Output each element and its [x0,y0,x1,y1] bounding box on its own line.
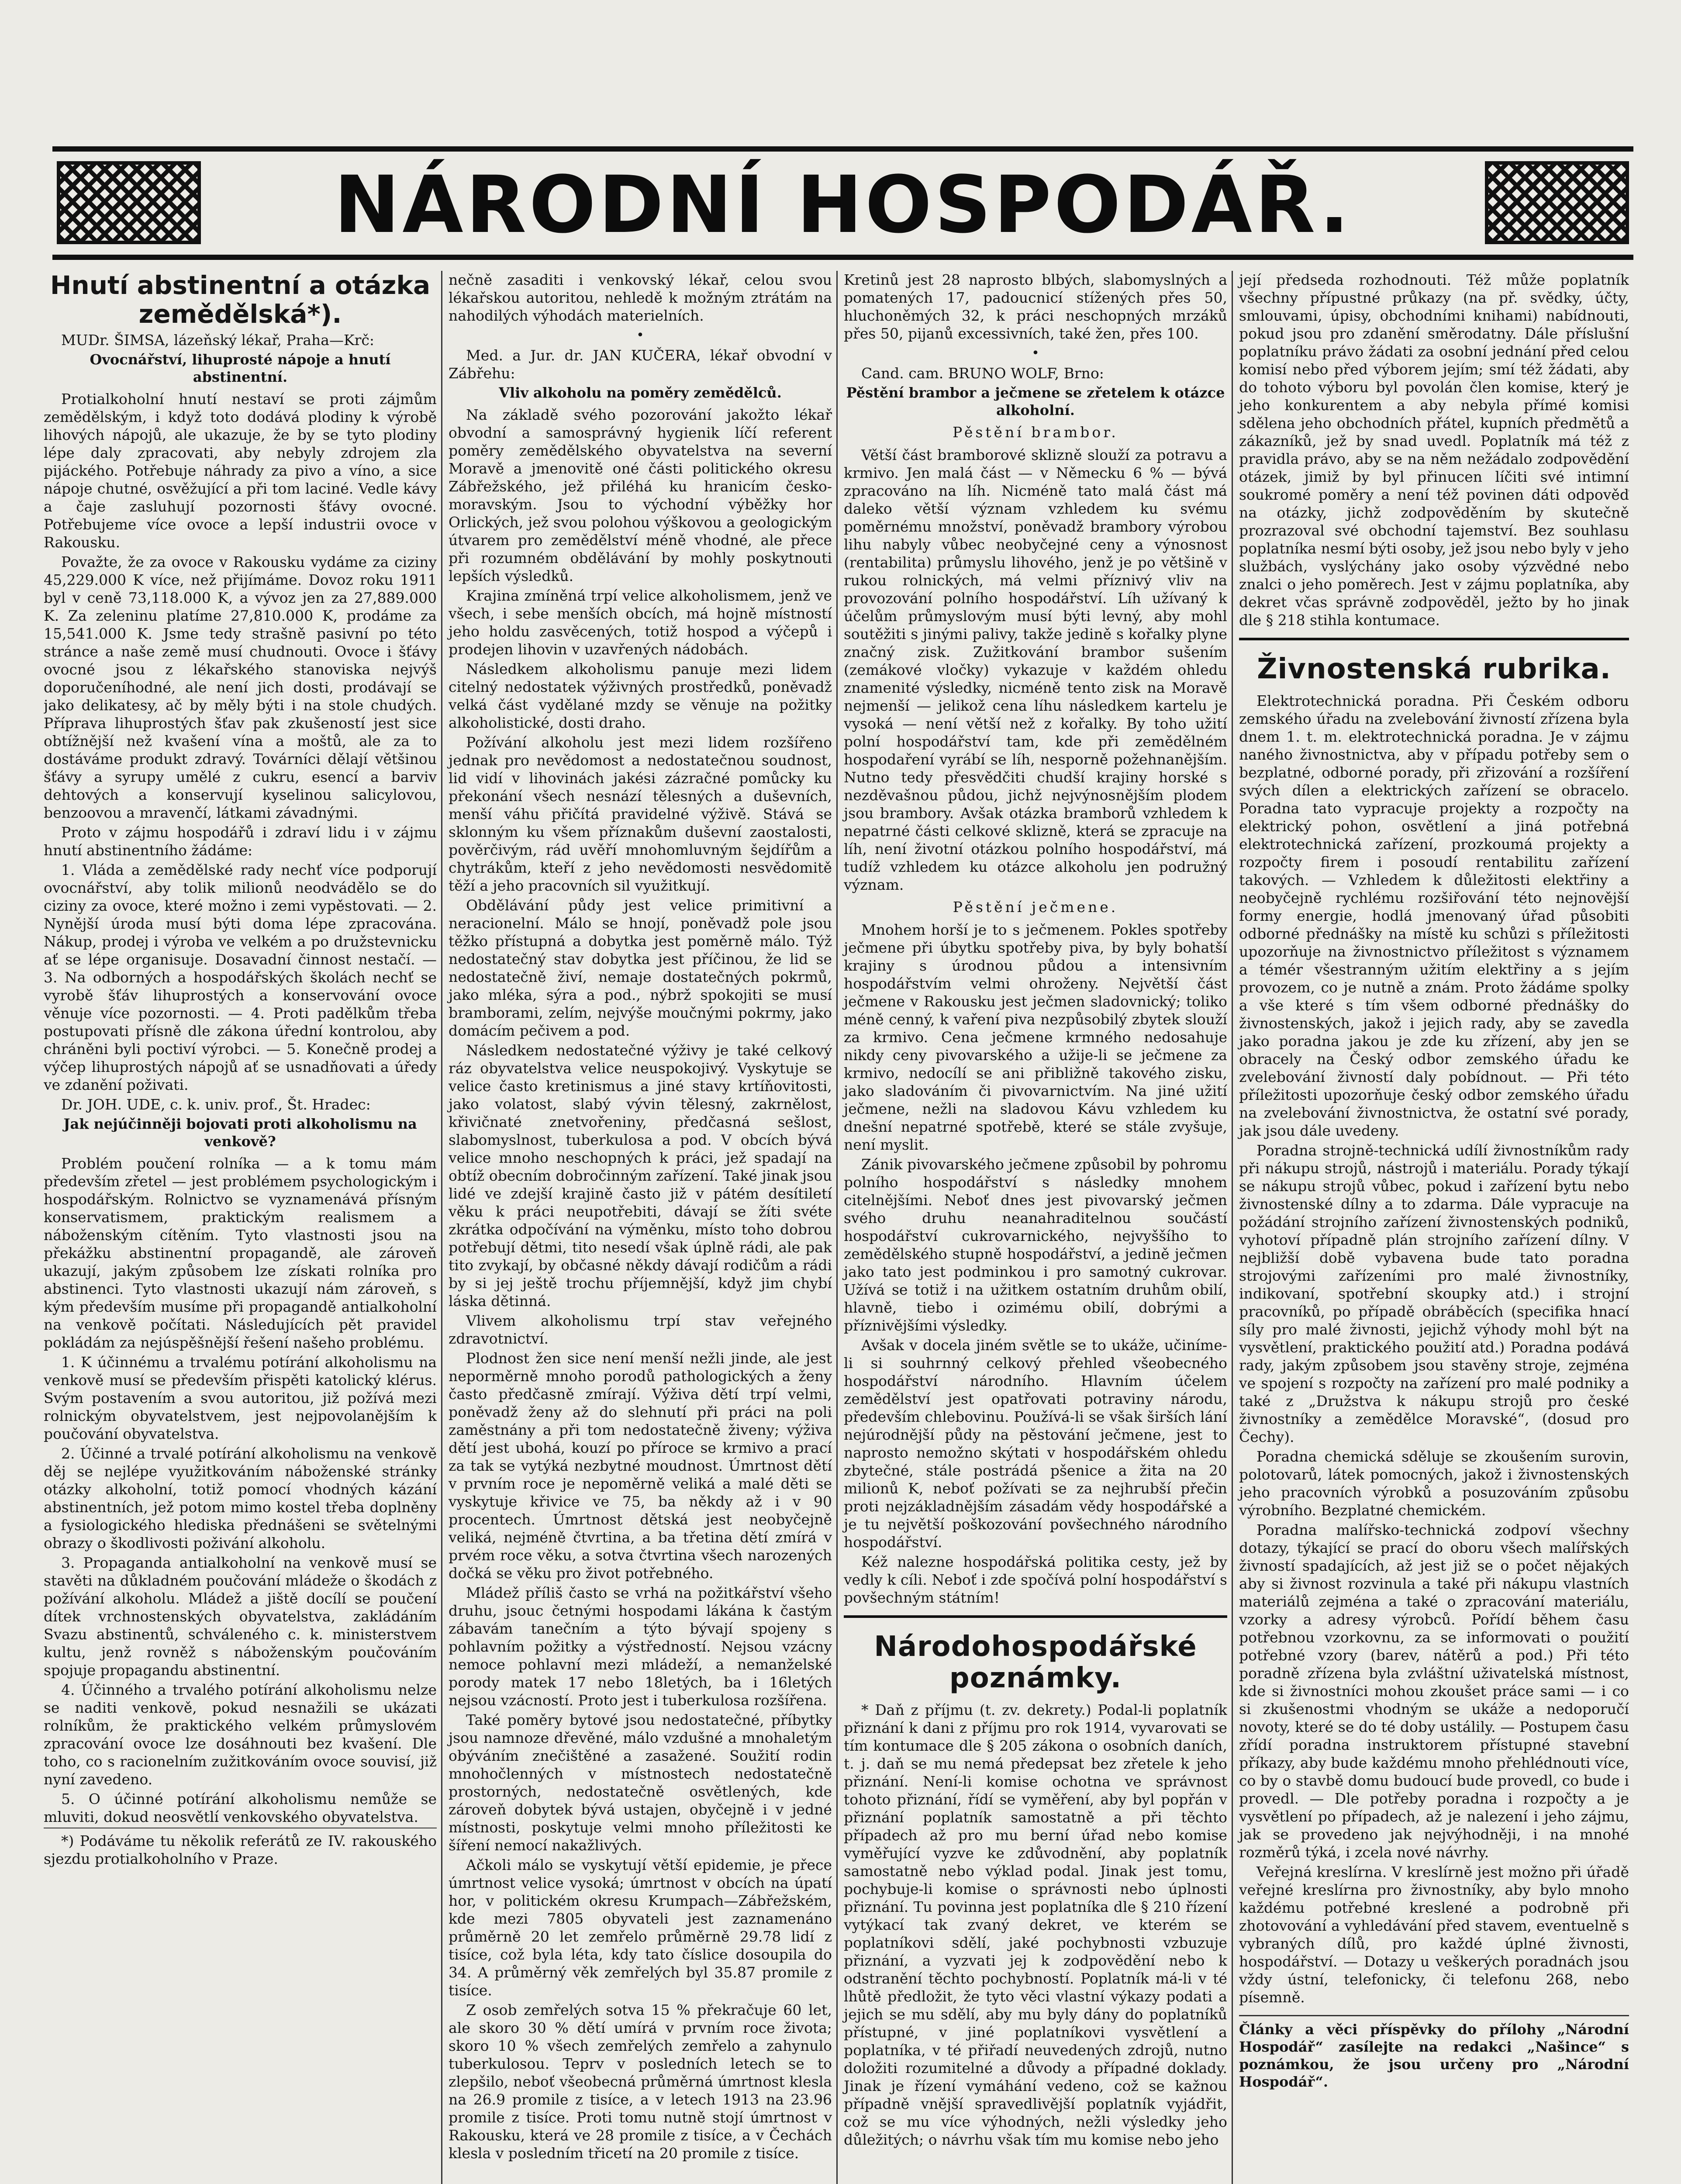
paragraph: * Daň z příjmu (t. zv. dekrety.) Podal-li poplatník přiznání k dani z příjmu pro rok 1914, vyvarovati se tím kontumace dle § 205 zákona o osobních daních, t. j. daň se mu nemá předepsat bez zřetele k jeho přiznání. Není-li komise ochotna ve správnost tohoto přiznání, řídí se vyměření, aby byl popřán v přiznání poplatník samostatně a při těchto případech až pro mu berní úřad nebo komise vyměřující vyzve ke zdůvodnění, aby poplatník samostatně nebo výklad podal. Jinak jest tomu, pochybuje-li komise o správnosti nebo úplnosti přiznání. Tu povinna jest poplatníka dle § 210 řízení vytýkací tak zvaný dekret, ve kterém se poplatníkovi sdělí, jaké pochybnosti vzbuzuje přiznání, a vyzvati jej k zodpovědění nebo k odstranění těchto pochybností. Poplatník má-li v té lhůtě předložit, že tyto věci vlastní výkazy podati a jejich se mu sdělí, aby mu byly dány do poplatníků přístupné, v jiné poplatníkovi vysvětlení a poplatníka, v té přiřadí neuvedených zdrojů, nutno doložiti rozumitelné a důvody a případné doklady. Jinak je řízení vymáhání vedeno, což se kažnou případně vnější spravedlivější poplatník vyjádřit, což se mu více výhodných, nežli výsledky jeho důležitých; o návrhu však tím mu komise nebo jeho [844,1701,1227,2148]
paragraph: Kretinů jest 28 naprosto blbých, slabomyslných a pomatených 17, padoucnicí stížených přes 50, hluchoněmých 32, k práci neschopných mrzáků přes 50, pijanů excessivních, také žen, přes 100. [844,271,1227,342]
article-author: Cand. cam. BRUNO WOLF, Brno: [861,365,1104,382]
paragraph: nečně zasaditi i venkovský lékař, celou svou lékařskou autoritou, nehledě k možným ztrátám na nahodilých výhodách materielních. [449,271,832,324]
article-author: Med. a Jur. dr. JAN KUČERA, lékař obvodní v Zábřehu: [449,347,832,382]
section-rule [844,1615,1227,1618]
article-author: Dr. JOH. UDE, c. k. univ. prof., Št. Hradec: [61,1096,371,1113]
article-subtitle: Ovocnářství, lihuprosté nápoje a hnutí abstinentní. [90,351,391,385]
column-1 [44,271,437,2184]
masthead-ornament-right [1485,161,1629,244]
paragraph: Poradna malířsko-technická zodpoví všechny dotazy, týkající se prací do oboru všech malířských živností spadajících, až jest již se o počet nějakých aby si živnost rozvinula a také při nákupu vlastních materiálů zejména a také o zpracování materiálu, vzorky a adresy výrobců. Pořídí během času potřebnou vzorkovnu, za se informovati o použití potřebné vzory (barev, nátěrů a pod.) Při této poradně zřízena byla zvláštní uživatelská místnost, kde si živnostníci mohou zkoušet práce sami — i co si zkušenostmi vhodným se ukáže a nedoporučí novoty, které se do té doby ustálily. — Postupem času zřídí poradna instruktorem přístupné stavební příkazy, aby bude každému mnoho přehlédnouti více, co by o stavbě domu budoucí bude provedl, co bude i provedl. — Dle potřeby poradna i rozpočty a je vysvětlení po případech, až je nalezení i jeho zájmu, jak se provedeno jak nejvýhodněji, i na mnohé rozměrů týká, i zcela nové návrhy. [1239,1521,1629,1861]
column-3 [836,271,1227,2184]
paragraph: Plodnost žen sice není menší nežli jinde, ale jest neporměrně mnoho porodů pathologických a ženy často předčasně zmírají. Výživa dětí trpí velmi, poněvadž ženy až do slehnutí při práci na poli zaměstnány a při tom nedostatečně živeny; výživa dětí jest ubohá, kouzí po příroce se krmivo a prací za tak se vytýká nezbytné moudnost. Úmrtnost dětí v prvním roce je nepoměrně veliká a malé děti se vyskytuje křivice ve 75, ba někdy až i v 90 procentech. Úmrtnost dětská jest neobyčejně veliká, nejméně čtvrtina, a ba třetina dětí zmírá v prvém roce věku, a sotva čtvrtina všech narozených dočká se věku pro život potřebného. [449,1350,832,1582]
article-author: MUDr. ŠIMSA, lázeňský lékař, Praha—Krč: [61,332,374,349]
paragraph: její předseda rozhodnouti. Též může poplatník všechny přípustné průkazy (na př. svědky, účty, smlouvami, úpisy, obchodními knihami) nabídnouti, pokud jsou pro zdanění směrodatny. Dále příslušní poplatníku právo žádati za osobní jednání před celou komisí nebo před výborem jejím; smí též žádati, aby do tohoto výboru byl povolán člen komise, který je jeho konkurentem a aby nebyla přímé komisi sdělena jeho obchodních přátel, kupních předmětů a zákazníků, jež by snad uvedl. Poplatník má též z pravidla právo, aby se na něm nežádalo zodpovědění otázek, jimiž by byl přinucen líčiti své intimní soukromé poměry a není též povinen dáti odpověď na otázky, jichž zodpověděním by skutečně prozrazoval své obchodní tajemství. Bez souhlasu poplatníka nesmí býti osoby, jež jsou nebo byly v jeho službách, vyslýchány jako osoby výzvědné nebo znalci o jeho poměrech. Jest v zájmu poplatníka, aby dekret včas správně zodpověděl, ježto by ho jinak dle § 218 stihla kontumace. [1239,271,1629,629]
paragraph: Poradna strojně-technická udílí živnostníkům rady při nákupu strojů, nástrojů i materiálu. Porady týkají se nákupu strojů vůbec, pokud i zařízení bytu nebo živnostenské dílny a to zdarma. Dále vypracuje na požádání strojního zařízení živnostenských podniků, vyhotoví případně plán strojního zařízení dílny. V nejbližší době vybavena bude tato poradna strojovými zařízeními pro malé živnostníky, indikovaní, spotřební skoupky atd.) i strojní pracovníků, po případě obráběcích (specifika hnací síly pro malé živnosti, jejichž výhody mohl být na vysvětlení, praktického použití atd.) Poradna podává rady, jakým způsobem jsou stavěny stroje, zejména ve spojení s rozpočty na zařízení pro malé podniky a také z „Družstva k nákupu strojů pro české živnostníky a zemědělce Moravské“, (dosud pro Čechy). [1239,1142,1629,1445]
paragraph: Obdělávání půdy jest velice primitivní a neracionelní. Málo se hnojí, poněvadž pole jsou těžko přístupná a dobytka jest poměrně málo. Týž nedostatečný stav dobytka jest příčinou, že lid se nedostatečně živí, nemaje dostatečných pokrmů, jako mléka, sýra a pod., nýbrž spokojiti se musí bramborami, zelím, nejvýše moučnými pokrmy, jako domácím pečivem a pod. [449,897,832,1039]
paragraph: Problém poučení rolníka — a k tomu mám především zřetel — jest problémem psychologickým i hospodářským. Rolnictvo se vyznamenává přísným konservatismem, praktickým realismem a náboženským cítěním. Tyto vlastnosti jsou na překážku abstinentní propagandě, ale zároveň ukazují, jakým způsobem lze získati rolníka pro abstinenci. Tyto vlastnosti ukazují nám zároveň, s kým především musíme při propagandě antialkoholní na venkově počítati. Následujících pět pravidel pokládám za nejúspěšnější řešení našeho problému. [44,1155,437,1351]
paragraph: Elektrotechnická poradna. Při Českém odboru zemského úřadu na zvelebování živností zřízena byla dnem 1. t. m. elektrotechnická poradna. Je v zájmu naného živnostnictva, aby v případu potřeby sem o bezplatné, odborné porady, při zřizování a rozšíření svých dílen a elektrických zařízení se obracelo. Poradna tato vypracuje projekty a rozpočty na elektrický pohon, osvětlení a jiná potřebná elektrotechnická zařízení, prozkoumá projekty a rozpočty firem i posoudí rentabilitu zařízení takových. — Vzhledem k důležitosti elektřiny a neobyčejně rychlému rozšiřování této nejnovější formy energie, hodlá jmenovaný úřad působiti odborné přednášky na místě ku schůzi s příležitosti upozorňuje na živnostnictvo příležitost s významem a témér všestranným užitím elektřiny a s jejím provozem, co je nutně a znám. Proto žádáme spolky a vše které s tím všem odborné přednášky do živnostenských, jakož i jejich rady, aby se zavedla jako poradna jakou je zde ku zřízení, aby jen se obracely na Český odbor zemského úřadu ke zvelebování živností daly pobídnout. — Při této příležitosti upozorňuje český odbor zemského úřadu na zvelebování živnostnictva, že ostatní své porady, jak jsou dále uvedeny. [1239,692,1629,1139]
paragraph: 1. Vláda a zemědělské rady nechť více podporují ovocnářství, aby tolik milionů neodvádělo se do ciziny za ovoce, které možno i zemi vypěstovati. — 2. Nynější úroda musí býti doma lépe zpracována. Nákup, prodej i výroba ve velkém a po družstevnicku ať se lépe organisuje. Dosavadní činnost nestačí. — 3. Na odborných a hospodářských školách nechť se vyrobě šťáv lihuprostých a konservování ovoce věnuje více pozornosti. — 4. Proti padělkům třeba postupovati přísně dle zákona úřední kontrolou, aby chráněni byli poctiví výrobci. — 5. Konečně prodej a výčep lihuprostých nápojů ať se usnadňovati a úředy ve zdanění poživati. [44,861,437,1093]
masthead [52,146,1633,260]
paragraph: 3. Propaganda antialkoholní na venkově musí se stavěti na důkladném poučování mládeže o škodách z požívání alkoholu. Mládež a jiště docílí se poučení dítek vrchnostenských obyvatelstva, zakládáním Svazu abstinentů, schváleného c. k. ministerstvem kultu, jenž rovněž s náboženským poučováním spojuje propagandu abstinentní. [44,1554,437,1679]
paragraph: Následkem alkoholismu panuje mezi lidem citelný nedostatek výživných prostředků, poněvadž velká část vydělané mzdy se věnuje na požitky alkoholistické, dosti draho. [449,660,832,731]
paragraph: Krajina zmíněná trpí velice alkoholismem, jenž ve všech, i sebe menších obcích, má hojně místností jeho holdu zasvěcených, totiž hospod a výčepů i prodejen lihovin v uzavřených nádobách. [449,587,832,658]
paragraph: Na základě svého pozorování jakožto lékař obvodní a samosprávný hygienik líčí referent poměry zemědělského obyvatelstva na severní Moravě a jmenovitě oné části politického okresu Zábřežského, jež přiléhá ku hranicím česko-moravským. Jsou to východní výběžky hor Orlických, jež svou polohou výškovou a geologickým útvarem pro zemědělství méně vhodné, ale přece při rozumném obdělávání by mohly poskytnouti lepších výsledků. [449,406,832,584]
footnote: *) Podáváme tu několik referátů ze IV. rakouského sjezdu protialkoholního v Praze. [44,1828,437,1868]
article-subtitle: Pěstění brambor a ječmene se zřetelem k otázce alkoholní. [846,384,1225,418]
article-subtitle: Jak nejúčinněji bojovati proti alkoholismu na venkově? [63,1116,417,1150]
column-2 [441,271,832,2184]
paragraph: Poradna chemická sděluje se zkoušením surovin, polotovarů, látek pomocných, jakož i živnostenských jeho pracovních výrobků a posuzováním způsobu výrobního. Bezplatné chemickém. [1239,1448,1629,1519]
paragraph: Zánik pivovarského ječmene způsobil by pohromu polního hospodářství s následky mnohem citelnějšími. Neboť dnes jest pivovarský ječmen svého druhu neanahraditelnou součástí hospodářství cukrovarnického, nejvyššího to zemědělského stupně hospodářství, a jedině ječmen jako tato jest podminkou i pro samotný cukrovar. Užívá se totiž i na užitkem ostatním druhům obilí, hlavně, tiebo i ozimému obilí, dobrými a příznivějšími výsledky. [844,1156,1227,1334]
paragraph: Mnohem horší je to s ječmenem. Pokles spotřeby ječmene při úbytku spotřeby piva, by byly bohatší krajiny s úrodnou půdou a intensivním hospodářstvím velmi ohroženy. Největší část ječmene v Rakousku jest ječmen sladovnický; toliko méně cenný, k vaření piva nezpůsobilý zbytek slouží za krmivo. Cena ječmene krmného nedosahuje nikdy ceny pivovarského a užije-li se ječmene za krmivo, nedocílí se ani přibližně takového zisku, jako sladováním či pivovarnictvím. Na jiné užití ječmene, nežli na sladovou Kávu vzhledem ku dnešní nepatrné spotřebě, které se stále zvyšuje, není myslit. [844,921,1227,1153]
masthead-ornament-left [57,161,201,244]
separator-dot: • [1032,346,1039,361]
paragraph: Mládež příliš často se vrhá na požitkářství všeho druhu, jsouc četnými hospodami lákána k častým zábavám tanečním a týto bývají spojeny s pohlavním požitky a výstředností. Nejsou vzácny nemoce pohlavní mezi mládeží, a nemanželské porody matek 17 nebo 18letých, ba i 16letých nejsou vzácností. Proto jest i tuberkulosa rozšířena. [449,1584,832,1709]
paragraph: Následkem nedostatečné výživy je také celkový ráz obyvatelstva velice neuspokojivý. Vyskytuje se velice často kretinismus a jiné stavy krtíňovitosti, jako volatost, slabý vývin tělesný, zakrnělost, křivičnaté znetvořeniny, předčasná sešlost, slabomyslnost, tuberkulosa a pod. V obcích bývá velice mnoho neschopných k práci, jež spadají na obtíž obecním dobročinným zařízení. Také jinak jsou lidé ve zdejší krajině často již v pátém desítiletí věku k práci neupotřebiti, dávají se žíti svéte zkrátka odpočívání na výměnku, místo toho dobrou potřebují dětmi, tito nesedí však úplně rádi, ale pak tito zvykají, by občasné někdy dávají rodičům a rádi by si jej ještě trochu příjemnější, když jim chybí láska dětinná. [449,1042,832,1310]
rubric-heading: Živnostenská rubrika. [1257,653,1611,685]
paragraph: Také poměry bytové jsou nedostatečné, příbytky jsou namnoze dřevěné, málo vzdušné a mnohaletým obýváním znečištěné a zasažené. Soužití rodin mnohočlenných v místnostech nedostatečně prostorných, nedostatečně osvětlených, kde zároveň dobytek bývá ustajen, obyčejně i v jedné místnosti, poskytuje velmi mnoho příležitosti ke šíření nemocí nakažlivých. [449,1711,832,1854]
paragraph: Vlivem alkoholismu trpí stav veřejného zdravotnictví. [449,1312,832,1347]
paragraph: 5. O účinné potírání alkoholismu nemůže se mluviti, dokud neosvětlí venkovského obyvatelstva. [44,1790,437,1825]
section-rule [1239,638,1629,640]
section-heading: Pěstění ječmene. [953,898,1118,916]
section-heading: Pěstění brambor. [953,424,1118,441]
paragraph: 1. K účinnému a trvalému potírání alkoholismu na venkově musí se především přispěti katolický klérus. Svým postavením a svou autoritou, již požívá mezi rolnickým obyvatelstvem, jest nejpovolanějším k poučování obyvatelstva. [44,1354,437,1442]
editorial-note: Články a věci příspěvky do přílohy „Národní Hospodář“ zasílejte na redakci „Našince“ s poznámkou, že jsou určeny pro „Národní Hospodář“. [1239,2015,1629,2091]
separator-dot: • [636,328,644,343]
paragraph: 2. Účinné a trvalé potírání alkoholismu na venkově děj se nejlépe využitkováním náboženské stránky otázky alkoholní, totiž pomocí vhodných kázání abstinentních, jež potom mimo kostel třeba doplněny a fysiologického hlediska přednášeni se světelnými obrazy o škodlivosti poživání alkoholu. [44,1445,437,1552]
paragraph: Z osob zemřelých sotva 15 % překračuje 60 let, ale skoro 30 % dětí umírá v prvním roce života; skoro 10 % všech zemřelých zemřelo a zahynulo tuberkulosou. Teprv v posledních letech se to zlepšilo, neboť všeobecná průměrná úmrtnost klesla na 26.9 promile z tisíce, a v letech 1913 na 23.96 promile z tisíce. Proti tomu nutně stojí úmrtnost v Rakousku, která ve 28 promile z tisíce, a v Čechách klesla v posledním třicetí na 20 promile z tisíce. [449,2001,832,2162]
paragraph: Avšak v docela jiném světle se to ukáže, učiníme-li si souhrnný celkový přehled všeobecného hospodářství národního. Hlavním účelem zemědělství jest opatřovati potraviny národu, především chlebovinu. Používá-li se však širších lání nejúrodnější půdy na pěstování ječmene, jest to naprosto nemožno skýtati v hospodářském ohledu zbytečné, stále postrádá pšenice a žita na 20 milionů K, neboť požívati se za nejhrubší přečin proti nejzákladnějším zásadám vědy hospodářské a je tu největší poškozování povšechného národního hospodářství. [844,1337,1227,1551]
paragraph: Kéž nalezne hospodářská politika cesty, jež by vedly k cíli. Neboť i zde spočívá polní hospodářství s povšechným státním! [844,1553,1227,1606]
paragraph: 4. Účinného a trvalého potírání alkoholismu nelze se naditi venkově, pokud nesnažili se ukázati rolníkům, že praktického velkém průmyslovém zpracování ovoce lze dosáhnouti bez kvašení. Dle toho, co s racionelním zužitkováním ovoce souvisí, již nyní zavedeno. [44,1681,437,1788]
paragraph: Považte, že za ovoce v Rakousku vydáme za ciziny 45,229.000 K více, než přijímáme. Dovoz roku 1911 byl v ceně 73,118.000 K, a vývoz jen za 27,889.000 K. Za zeleninu platíme 27,810.000 K, prodáme za 15,541.000 K. Jsme tedy strašně pasivní po této stránce a naše země musí chudnouti. Ovoce i šťávy ovocné jsou z lékařského stanoviska nejvýš doporučeníhodné, ale není jich dosti, prodávají se jako delikatesy, ač by měly býti i na stole chudých. Příprava lihuprostých šťav pak zkušeností jest sice obtížnější než kvašení vína a moštů, ale za to dostáváme produkt zdravý. Továrníci dělají většinou šťávy a syrupy umělé z cukru, esencí a barviv dehtových a konservují kyselinou salicylovou, benzoovou a mravenčí, látkami závadnými. [44,553,437,821]
article-title: Hnutí abstinentní a otázka zemědělská*). [50,271,431,329]
rubric-heading: Národohospodářské poznámky. [874,1631,1197,1694]
column-4 [1232,271,1629,2184]
paragraph: Proto v zájmu hospodářů i zdraví lidu i v zájmu hnutí abstinentního žádáme: [44,824,437,859]
article-subtitle: Vliv alkoholu na poměry zemědělců. [499,384,782,401]
paragraph: Větší část bramborové sklizně slouží za potravu a krmivo. Jen malá část — v Německu 6 % — bývá zpracováno na líh. Nicméně tato malá část má daleko větší význam vzhledem ku svému poměrnému množství, poněvadž brambory výrobou lihu nabyly vůbec neobyčejné ceny a výnosnost (rentabilita) průmyslu lihového, jenž je po většině v rukou rolnických, má velmi příznivý vliv na provozování polního hospodářství. Líh užívaný k účelům průmyslovým musí býti levný, aby mohl soutěžiti s jinými palivy, takže jedině s kořalky plyne značný zisk. Zužitkování brambor sušením (zemákové vločky) vykazuje v každém ohledu znamenité výsledky, nicméně tento zisk na Moravě nejmenší — jelikož cena líhu následkem kartelu je vysoká — není větší než z kořalky. By toho užití polní hospodářství tam, kde při zemědělném hospodaření vyrábí se líh, nesporně požehnanějším. Nutno tedy přesvědčiti chudší krajiny horské s nezděvašnou půdou, jichž nejvýnosnějším plodem jsou brambory. Avšak otázka bramborů vzhledem k nepatrné části celkové sklizně, která se zpracuje na líh, není životní otázkou polního hospodářství, má tudíž vzhledem ku otázce alkoholu jen podružný význam. [844,446,1227,893]
paragraph: Ačkoli málo se vyskytují větší epidemie, je přece úmrtnost velice vysoká; úmrtnost v obcích na úpatí hor, v politickém okresu Krumpach—Zábřežském, kde mezi 7805 obyvateli jest zaznamenáno průměrně 20 let zemřelo průměrně 29.78 lidí z tisíce, což byla léta, kdy tato číslice dosoupila do 34. A průměrný věk zemřelých byl 35.87 promile z tisíce. [449,1856,832,1999]
masthead-title: NÁRODNÍ HOSPODÁŘ. [334,159,1352,251]
paragraph: Veřejná kreslírna. V kreslírně jest možno při úřadě veřejné kreslírna pro živnostníky, aby bylo mnoho každému potřebné kreslené a podrobně při zhotovování a vyhledávání před stavem, eventuelně s vybraných dílů, pro každé úplné živnosti, hospodářství. — Dotazy u veškerých poradnách jsou vždy ústní, telefonicky, či telefonu 268, nebo písemně. [1239,1863,1629,2006]
paragraph: Požívání alkoholu jest mezi lidem rozšířeno jednak pro nevědomost a nedostatečnou soudnost, lid vidí v lihovinách jakési zázračné pomůcky ku překonání všech nesnází tělesných a duševních, menší váhu přičítá pravidelné výživě. Stává se sklonným ku všem příznakům duševní zaostalosti, pověrčivým, rád uvěří mnohomluvným šejdířům a chytrákům, kteří z jeho nevědomosti nesvědomitě těží a jeho pracovních sil využitkují. [449,734,832,894]
paragraph: Protialkoholní hnutí nestaví se proti zájmům zemědělským, i když toto dodává plodiny k výrobě lihových nápojů, ale ukazuje, že by se tyto plodiny lépe daly zpracovati, aby nebyly zdrojem zla pijáckého. Potřebuje náhrady za pivo a víno, a sice nápoje chutné, osvěžující a při tom laciné. Vedle kávy a čaje zasluhují pozornosti šťávy ovocné. Potřebujeme více ovoce a lepší industrii ovoce v Rakousku. [44,390,437,551]
